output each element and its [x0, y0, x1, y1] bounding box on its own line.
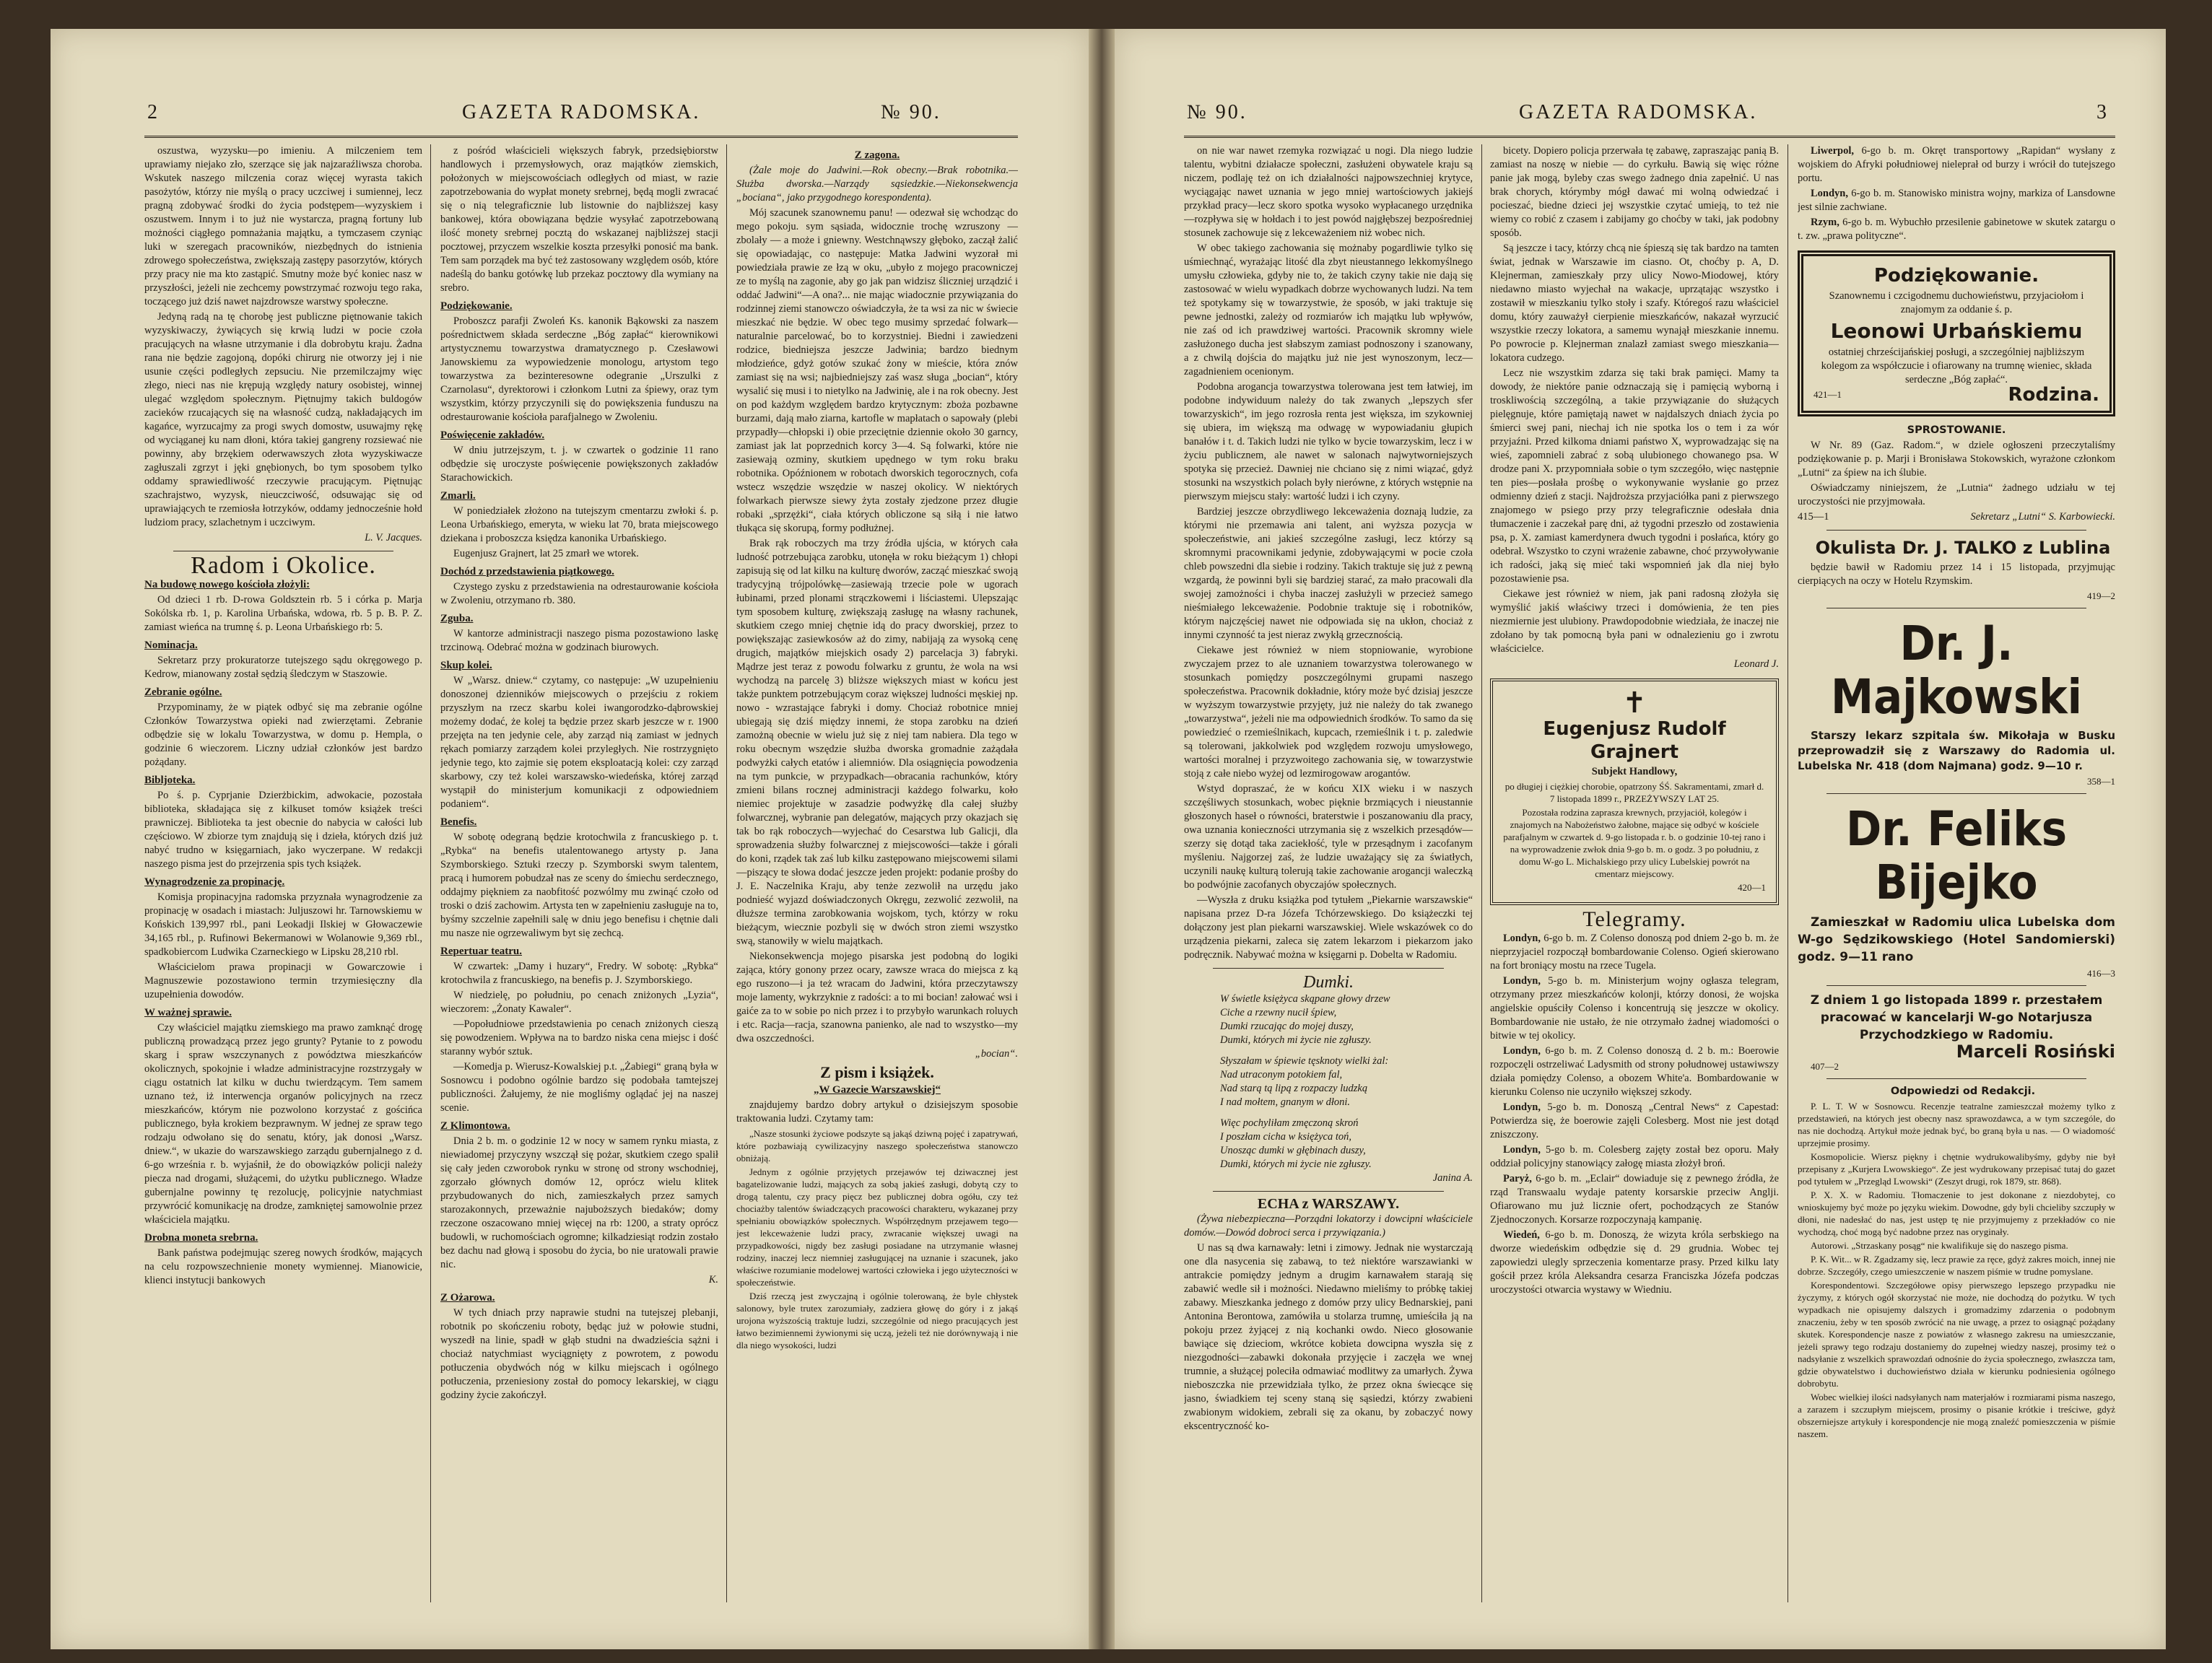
news-text: —Komedja p. Wierusz-Kowalskiej p.t. „Żabiegi“ graną była w Sosnowcu i podobno ogólnie bardzo się podobała tamtejszej publiczności. Żałujemy, że nie mogliśmy oglądać jej na naszej scenie.	[440, 1061, 718, 1114]
poem-line: Ciche a rzewny nucił śpiew,	[1220, 1007, 1337, 1018]
page-number: 3	[2096, 101, 2109, 123]
article-paragraph: Ciekawe jest również w niem, jak pani radosną złożyła się wymyślić jakiś właściwy trzeci i domówienia, że ten pies niezmiernie jest ulubiony. Prawdopodobnie wiedziała, że inaczej nie zdołano by tak pomocną była pani w odnalezieniu go i zwrotu właścicielce.	[1490, 588, 1779, 655]
article-paragraph: Są jeszcze i tacy, którzy chcą nie śpieszą się tak bardzo na tamten świat, jednak w Warszawie im ciasno. Ot, choćby p. A, D. Klejnerman, zamieszkały przy ulicy Nowo-Miodowej, który niedawno miasto wyjechał na wakacje, uprzątając wszystko i zostawił w mieszkaniu tylko stoły i szafy. Któregoś razu właściciel domu, który zauważył cierpienie mieszkańców, nakazał wyrzucić wszystkie rzeczy lokatora, a samemu wynajął mieszkanie innemu. Po powrocie p. Klejnerman znalazł zamiast swego mieszkania—lokatora cudzego.	[1490, 243, 1779, 364]
article-heading: „W Gazecie Warszawskiej“	[813, 1084, 941, 1096]
article-heading: ECHA z WARSZAWY.	[1257, 1196, 1400, 1212]
divider	[1213, 1191, 1444, 1192]
divider	[1213, 968, 1444, 969]
poem	[1184, 992, 1473, 1171]
ad-number: 421—1	[1813, 389, 1842, 400]
ad-signature: Marceli Rosiński	[1956, 1042, 2115, 1062]
telegram-text: 5-go b. m. Ministerjum wojny ogłasza telegram, otrzymany przez mieszkańców kolonji, którzy donosi, że wojska angielskie opuściły Colenso i koncentrują się jeszcze w okolicy. Bombardowanie nie ustało, że nie otrzymało żadnej wiadomości o bitwie w tej okolicy.	[1490, 975, 1779, 1042]
telegram-city: Londyn,	[1503, 1101, 1541, 1113]
news-heading: Wynagrodzenie za propinację.	[144, 876, 285, 888]
news-text: W niedzielę, po południu, po cenach zniżonych „Lyzia“, wieczorem: „Żonaty Kawaler“.	[440, 990, 718, 1015]
notice-text: Oświadczamy niniejszem, że „Lutnia“ żadnego udziału w tej uroczystości nie przyjmowała.	[1798, 482, 2115, 507]
news-heading: Skup kolei.	[440, 660, 492, 671]
column-2	[440, 144, 718, 1602]
article-paragraph: Podobna arogancja towarzystwa tolerowana jest tem łatwiej, im podobne indywiduum należy do tak zwanych „lepszych sfer towarzyskich“, im jego rozrosła renta jest większa, im szykowniej się ubiera, im większą ma odwagę w wypowiadaniu głupich banałów i t. d. Takich ludzi nie tylko w bycie towarzyskim, lecz i w życiu publicznem, ale nawet w salonach najwytworniejszych spotyka się przecież. Dawniej nie chciano się z nimi wiązać, gdyż stosunki na wszystkich polach były nierówne, z których wstępnie na pierwszym miejscu stały: wartość ludzi i ich czyny.	[1184, 381, 1473, 502]
news-heading: Bibljoteka.	[144, 774, 196, 786]
telegram-city: Londyn,	[1811, 188, 1848, 199]
page-number: 2	[147, 101, 160, 123]
news-text: W dniu jutrzejszym, t. j. w czwartek o godzinie 11 rano odbędzie się uroczyste poświęcenie powiększonych zakładów Starachowickich.	[440, 445, 718, 484]
poem-spacer	[1220, 1109, 1473, 1117]
telegram-text: 6-go b. m. Z Colenso donoszą d. 2 b. m.: Boerowie rozpoczęli ostrzeliwać Ladysmith od strony połudnowej ustawiwszy działa pomiędzy Colenso, a obozem White'a. Bombardowanie w kierunku Colenso nie uczyniło większej szkody.	[1490, 1045, 1779, 1098]
page-2	[51, 29, 1089, 1649]
telegram-text: 6-go b. m. „Eclair“ dowiaduje się z pewnego źródła, że rząd Transwaalu wydaje patenty korsarskie przeciw Anglji. Ofiarowano mu już licznie ofert, pochodzących ze Stanów Zjednoczonych. Korsarze rozpoczynają kampanię.	[1490, 1173, 1779, 1226]
column-divider	[1481, 144, 1482, 1602]
news-heading: Drobna moneta srebrna.	[144, 1232, 258, 1244]
news-heading: Zebranie ogólne.	[144, 686, 222, 698]
notice-text: Pozostała rodzina zaprasza krewnych, przyjaciół, kolegów i znajomych na Nabożeństwo żałobne, mające się odbyć w kościele parafjalnym w czwartek d. 9-go listopada r. b. o godzinie 10-tej rano i na wyprowadzenie zwłok dnia 9-go b. m. o godz. 3 po południu, z domu W-go L. Michalskiego przy ulicy Lubelskiej powrót na cmentarz miejscowy.	[1503, 807, 1766, 879]
column-divider	[430, 144, 431, 1602]
news-signature: K.	[708, 1274, 718, 1286]
notice-footer	[1798, 510, 2115, 524]
news-text: Czy właściciel majątku ziemskiego ma prawo zamknąć drogę publiczną prowadzącą przez jego grunty? Pytanie to z powodu skarg i spraw wszczynanych z powództwa mieszkańców okolicznych, spokojnie i władze administracyjne rozstrzygały w ciągu ostatnich lat kilku w duchu twierdzącym. Tem samem uznano też, iż interwencja organów policyjnych na rzecz mieszkańców, którym nie pozwolono korzystać z gościńca publicznego, była krokiem bezprawnym. W jednej ze spraw tego rodzaju odwołano się do senatu, który, jak donosi „Warsz. dniew.“, w ukazie do warszawskiego zarządu gubernjalnego z d. 6-go września r. b. wyjaśnił, że do obowiązków policji należy piecza nad drogami, służącemi, do użytku publicznego. Władze gubernjalne powinny tę rezolucję, policyjnie natychmiast przywrócić komunikację na drodze, zamkniętej samowolnie przez właściciela majątku.	[144, 1022, 422, 1226]
reply-text: P. K. Wit... w R. Zgadzamy się, lecz prawie za ręce, gdyż zakres moich, innej nie dobrze. Szczegóły, czego umieszczenie w naszem piśmie w trudne pomyslane.	[1798, 1254, 2115, 1277]
news-text: Bank państwa podejmując szereg nowych środków, mających na celu rozpowszechnienie monety wymiennej. Mianowicie, klienci instytucji bankowych	[144, 1247, 422, 1286]
poem-line: Słyszałam w śpiewie tęsknoty wielki żal:	[1220, 1055, 1389, 1067]
telegram	[1490, 1101, 1779, 1142]
news-text: W czwartek: „Damy i huzary“, Fredry. W sobotę: „Rybka“ krotochwila z francuskiego, na benefis p. J. Szymborskiego.	[440, 961, 718, 986]
reply-text: Kosmopolicie. Wiersz piękny i chętnie wydrukowalibyśmy, gdyby nie był przepisany z „Kurjera Lwowskiego“. Ze jest wydrukowany przepisać tutaj do gazet pod tytułem w „Przegląd Lwowski“ (Zeszyt drugi, rok 1879, str. 868).	[1798, 1151, 2115, 1187]
ad-title: Podziękowanie.	[1873, 265, 2039, 287]
page-header	[1115, 101, 2166, 130]
ad-number: 407—2	[1811, 1061, 1839, 1072]
poem-line: Dumki, których mi życie nie zgłuszy.	[1220, 1158, 1372, 1170]
ad-headline: Dr. Feliks Bijejko	[1845, 801, 2068, 910]
news-text: Przypominamy, że w piątek odbyć się ma zebranie ogólne Członków Towarzystwa opieki nad zwierzętami. Zebranie odbędzie się w lokalu Towarzystwa, w domu p. Hempla, o godzinie 6 wieczorem. Liczny udział członków jest bardzo pożądany.	[144, 702, 422, 768]
poem-line: I nad mołtem, gnanym w dłoni.	[1220, 1096, 1351, 1108]
notice-signature: Sekretarz „Lutni“ S. Karbowiecki.	[1970, 511, 2115, 523]
poem-line: Nad starą tą lipą z rozpaczy ludzką	[1220, 1083, 1368, 1094]
divider	[1826, 1078, 2086, 1079]
article-signature: L. V. Jacques.	[365, 532, 422, 544]
telegram-text: 6-go b. m. Okręt transportowy „Rapidan“ wysłany z wojskiem do Afryki południowej nieleprał od burzy i wrócił do tutejszego portu.	[1798, 145, 2115, 184]
death-notice	[1490, 678, 1779, 905]
news-text: Sekretarz przy prokuratorze tutejszego sądu okręgowego p. Kedrow, mianowany został sędzią śledczym w Staszowie.	[144, 655, 422, 680]
column-divider	[726, 144, 727, 1602]
news-text: Po ś. p. Cyprjanie Dzierżbickim, adwokacie, pozostała biblioteka, składająca się z kilkuset tomów książek treści prawniczej. Biblioteka ta jest obecnie do nabycia w całości lub częściowo. W zbiorze tym znajdują się i dzieła, których dziś już nabyć trudno w księgarniach, jako wyczerpane. W redakcji naszego pisma jest do przejrzenia spis tych książek.	[144, 790, 422, 870]
telegram-text: 6-go b. m. Wybuchło przesilenie gabinetowe w skutek zatargu o t. zw. „prawa polityczne“.	[1798, 217, 2115, 242]
issue-number: № 90.	[881, 101, 941, 123]
reply-text: P. X. X. w Radomiu. Tłomaczenie to jest dokonane z niezdobytej, co wnioskujemy być może po języku wiekim. Dowodne, gdy byli chcieliby szczupły w dłoni, nie nadesłać do nas, jest ustęp tę nie przyjmujemy z przekładów co nie wychodzą, choć mogą być nadobne przez nas oryginały.	[1798, 1190, 2115, 1237]
section-title: Telegramy.	[1582, 907, 1686, 931]
telegram	[1490, 1172, 1779, 1227]
section-heading: Z pism i książek.	[820, 1063, 934, 1081]
news-heading: Zguba.	[440, 613, 474, 624]
news-heading: Zmarli.	[440, 490, 476, 502]
masthead: GAZETA RADOMSKA.	[462, 101, 701, 123]
deceased-name: Eugenjusz Rudolf Grajnert	[1543, 718, 1726, 763]
article-heading: Z zagona.	[854, 149, 900, 161]
telegram-city: Londyn,	[1503, 1045, 1541, 1057]
divider	[1826, 530, 2086, 531]
article-paragraph: znajdujemy bardzo dobry artykuł o dzisiejszym sposobie traktowania ludzi. Czytamy tam:	[736, 1099, 1018, 1125]
article-paragraph: Niekonsekwencja mojego pisarska jest podobną do logiki zająca, który gonony przez ocary, zawsze wraca do miejsca z ką ego ruszono—i ja też wracam do Jadwini, która przeczytawszy moje lamenty, wykrzyknie z radości: a to mi bocian! załować wsi i gaiće za to w sobie po nich przez i to przybyło warunkach roluych i etc. Racja—racja, szanowna panienko, ale nad to wszystko—my dwa oszczedności.	[736, 951, 1018, 1044]
header-rule	[1184, 136, 2115, 138]
reply-text: Korespondentowi. Szczegółowe opisy pierwszego lepszego przypadku nie życzymy, z których ogół skorzystać nie może, nie dochodzą do pożytku. W tych wypadkach nie opisujemy dalszych i gromadzimy zdarzenia o podobnym znaczeniu, żeby w ten sposób zwrócić na nie uwagę, a przez to osiągnąć pożądany skutek. Korespondencje nasze z powiatów z własnego zakresu na umieszczanie, jeżeli sprawy tego rodzaju dostaniemy do zupełnej wiedzy naszej, prosimy też o nadsyłanie z wszelkich sprawozdań odnośnie do życia społecznego, zwłaszcza tam, gdzie obywatelstwo i duchowieństwo działa w kierunku podniesienia ogólnego dobrobytu.	[1798, 1280, 2115, 1389]
article-paragraph: Dziś rzeczą jest zwyczajną i ogólnie tolerowaną, że byle chłystek salonowy, byle trutex zarozumiały, zadziera głowę do góry i z jakąś urojona wyższością traktuje ludzi, szczególnie od niego pracujących jest łatwo bezimiennemi żywionymi się uczą, jeżeli też nie dorównywają i nie dla niego wysokości, ludzi	[736, 1291, 1018, 1350]
article-paragraph: Brak rąk roboczych ma trzy źródła ujścia, w których cała ludność potrzebująca zarobku, utonęła w roku bieżącym 1) chłopi zapisują się od lat kilku na kulturę dworów, zacząć mieszkać swoją tradycyjną trójpolówkę—zasiewają trzecie pole w ugorach łubinami, przed plonami strączkowemi i liściastemi. Ulepszając tym sposobem kulturę, zwiększają zasługę na własny rachunek, skutkiem czego mniej chętnie idą do pracy dworskiej, przez to powiększając zasiewkosów aż do zimy, nabijają za wysoką cenę drugich, majątków miejskich osady 2) parcelacja 3) fabryki. Mądrze jest teraz z powodu folwarku z gruntu, że wola na wsi wychodzą na parcelę 3) bliższe większych miast w końcu jest także punktem potrzebującym coraz większej ludności męskiej np. nowo - wzrastające fabryki i domy. Chociaż robotnice mniej ubiegają się dziś między innemi, że stopa zarobku na dzień zamożną obecnie w wielu już się z niej tam nabiera. Dla tego w roku obecnym wszędzie służba dworska gromadnie zażądała podwyżki całych etatów i aliemniów. Dla osiągnięcia powodzenia na tym punkcie, w przypadkach—obracania rachunków, który zmieni bilans rocznej administracji każdego folwarku, koło niemiec projektuje w zasadzie podwyżkę dla całej służby folwarcznej, wybranie pan delegatów, mających przy okazjach się tak bo rąk roboczych—wyjechać do Cesarstwa lub Galicji, dla sprowadzenia służby folwarcznej z miejscowości—także i górali do koni, rządek tak zaś lub kilku zastępowano miejscowemi silami—piszący te słowa dodać jeszcze jeden projekt: podanie prośby do J. E. Naczelnika Kraju, aby tenże zezwolił na urzędu jako podnieść wyjazd doświadczonych Okręgu, zezwolić zezwolił, na dłuższe termina zarobkowania wojskom, tych, którzy w roku bieżącym, wiecznie pozbyli się w dwóch stron ziemi wszystko swą, stanowiły w wielu majątkach.	[736, 538, 1018, 947]
telegram-text: 6-go b. m. Stanowisko ministra wojny, markiza of Lansdowne jest silnie zachwiane.	[1798, 188, 2115, 213]
telegram-text: 5-go b. m. Colesberg zajęty został bez oporu. Mały oddział policyjny stanowiący załogę miasta złożył broń.	[1490, 1144, 1779, 1169]
poem-title: Dumki.	[1303, 973, 1354, 992]
news-text: W sobotę odegraną będzie krotochwila z francuskiego p. t. „Rybka“ na benefis utalentowanego artysty p. Jana Szymborskiego. Sztuki rzeczy p. Szymborski swym talentem, pracą i humorem pobudzał nas ze sceny do śmiechu serdecznego, oddajmy piękniem za naobfitość pozwólmy mu zwinąć czoło od troski o dziś zachowim. Artysta ten w zapełnieniu zasługuje na to, byśmy szczelnie zapełnili salę w dniu jego benefisu i chętnie dali mu nasze nie ogrzewaliwym byt się zechcą.	[440, 832, 718, 939]
ad-footer	[1813, 384, 2099, 406]
telegram-text: 6-go b. m. Donoszą, że wizyta króla serbskiego na dworze wiedeńskim odbędzie się d. 29 grudnia. Wobec tej zapowiedzi ulegly sprzeczenia komentarze prasy. Przed kilku laty gościł przez króla Aleksandra cesarza Franciszka Józefa podczas uroczystości otwarcia wystawy w Wiedniu.	[1490, 1229, 1779, 1296]
article-paragraph: Lecz nie wszystkim zdarza się taki brak pamięci. Mamy ta dowody, że niektóre panie odznaczają się i pamięcią wyborną i troskliwością szczególną, a takie przywiązanie do służących pielęgnuje, które pamiętają nawet w najdalszych dniach życia po śmierci swej pani, niechaj ich nie spotka los o tem i za wór przyjaźni. Przed kilkoma dniami państwo X, wyprowadzając się na wieś, zapomnieli zabrać z sobą ulubionego chowanego psa. W drodze pani X. przypomniała sobie o tym szczegóło, więc następnie ten pies—posłała prośbę o wykonywanie wysłanie go przez odmienny dzień z stacji. Najdroższa przyjaciółka pani z pierwszego znajomego w psiego przy przy telegraficznie odesłała dnia tłumaczenie i zaczekał parę dni, aż tygodni przeszło od zostawienia psa, p. X. zamiast kamerdynera dwuch tygodni i posłańca, który go odebrał. Wszystko to czyni wrażenie zabawne, choć przywoływanie ich radości, jaką się mieć taki wspomnień jak dla niej było pozostawienie psa.	[1490, 367, 1779, 585]
telegram-text: 5-go b. m. Donoszą „Central News“ z Capestad: Potwierdza się, że boerowie zajęli Colesberg. Most nie jest dotąd zniszczony.	[1490, 1101, 1779, 1140]
news-heading: Repertuar teatru.	[440, 946, 523, 957]
news-text: —Popołudniowe przedstawienia po cenach zniżonych cieszą się powodzeniem. Wpływa na to bardzo niska cena miejsc i dość staranny wybór sztuk.	[440, 1018, 718, 1057]
telegram	[1490, 974, 1779, 1043]
news-text: Komisja propinacyjna radomska przyznała wynagrodzenie za propinację w osadach i miastach: Juljuszowi hr. Tarnowskiemu w Końskich 139,997 rbl., pani Leokadji Ilskiej w Głowaczewie 34,165 rbl., p. Rufinowi Bekermanowi w Wolanowie 9,369 rbl., spadkobiercom Ludwika Czarneckiego w Lipsku 28,210 rbl.	[144, 891, 422, 958]
poem-line: Dumki, których mi życie nie zgłuszy.	[1220, 1034, 1372, 1046]
reply-text: P. L. T. W w Sosnowcu. Recenzje teatralne zamieszczał możemy tylko z przedstawień, na których jest obecny nasz sprawozdawca, a w tym szczególe, do nas nie dochodzą. Artykuł może jednak być, bo graną była u nas. — O wiadomość uprzejmie prosimy.	[1798, 1101, 2115, 1148]
notice-title: SPROSTOWANIE.	[1907, 424, 2006, 436]
ad-number: 416—3	[2087, 968, 2115, 979]
masthead: GAZETA RADOMSKA.	[1519, 101, 1758, 123]
news-heading: Na budowę nowego kościoła złożyli:	[144, 579, 310, 590]
news-text: W tych dniach przy naprawie studni na tutejszej plebanji, robotnik po skończeniu roboty, będąc już w połowie studni, wyszedł na linie, spadł w głąb studni na dwadzieścia sążni i chociaż natychmiast wyciągnięty z powrotem, z powodu potłuczenia obydwóch nóg w kilku miejscach i ogólnego potłuczenia, przeniesiony został do pomocy lekarskiej, w ciągu godziny życie zakończył.	[440, 1307, 718, 1401]
ad-headline: Dr. J. Majkowski	[1830, 616, 2082, 725]
news-text: W kantorze administracji naszego pisma pozostawiono laskę trzcinową. Odebrać można w godzinach biurowych.	[440, 628, 718, 653]
poem-line: W świetle księżyca skąpane głowy drzew	[1220, 993, 1390, 1005]
ad-text: Zamieszkał w Radomiu ulica Lubelska dom W-go Sędzikowskiego (Hotel Sandomierski) godz. 9—11 rano	[1798, 915, 2115, 964]
telegram-city: Paryż,	[1503, 1173, 1532, 1184]
news-heading: W ważnej sprawie.	[144, 1007, 232, 1018]
telegram-city: Wiedeń,	[1503, 1229, 1540, 1241]
article-paragraph: „Nasze stosunki życiowe podszyte są jakąś dziwną pojęć i zapatrywań, które pozbawiają cywilizacyjny naszego społeczeństwa stanowczo obniżają.	[736, 1128, 1018, 1164]
issue-number: № 90.	[1187, 101, 1247, 123]
poem-line: Dumki rzucając do mojej duszy,	[1220, 1021, 1354, 1032]
ad-text: Z dniem 1 go listopada 1899 r. przestałem pracować w kancelarji W-go Notarjusza Przychodzkiego w Radomiu.	[1810, 993, 2103, 1042]
news-text: W poniedziałek złożono na tutejszym cmentarzu zwłoki ś. p. Leona Urbańskiego, emeryta, w wieku lat 70, brata miejscowego dziekana i proboszcza księdza kanonika Urbańskiego.	[440, 505, 718, 544]
column-1	[1184, 144, 1473, 1602]
article-paragraph: U nas są dwa karnawały: letni i zimowy. Jednak nie wystarczają one dla nasycenia się zabawą, to też niektóre warszawianki w antrakcie pomiędzy jednym a drugim karnawałem starają się zabawić wedle sił i możności. Niedawno mieliśmy to próbkę takiej zabawy. Mieszkanka jednego z domów przy ulicy Bednarskiej, pani Antonina Berontowa, zamówiła u stolarza trumnę, umieściła ją na pokoju przez żyjącej z nią kochanki owdo. Nieco głosowanie bawiące się dzieciom, wkrótce kobieta dowcipna wyszła się z niezgodności—zabawki dokonała przyjęcie i zaczęła we wnej trumnie, a służącej poleciła odmawiać modlitwy za umarłych. Żywa nieboszczka nie przewidziała tylko, że przez okna świecące się jasno, świadkiem tej sceny staną się sąsiedzi, którzy zwabieni zwabionym widokiem, zebrali się za okanu, by zobaczyć nowy ekscentryczność ko-	[1184, 1242, 1473, 1432]
telegram-city: Rzym,	[1811, 217, 1839, 228]
book-gutter	[1089, 29, 1115, 1649]
poem-line: Unosząc dumki w głębinach duszy,	[1220, 1145, 1366, 1156]
news-heading: Z Klimontowa.	[440, 1120, 510, 1132]
article-paragraph: Jednym z ogólnie przyjętych przejawów tej dziwacznej jest bagatelizowanie ludzi, mających za sobą jakieś zasługi, dobytą czy to drogą talentu, czy pracy pięcz bez publicznej dobra ogółu, czy też chociażby talentów świadczących pracowości charakteru, wykazanej przy spełnianiu obowiązków społecznych. Współrzędnym przejawem tego—jest lekceważenie ludzi pracy, zwracanie większej uwagi na przypadkowości, nigdy bez zasługi posiadane na utrzymanie własnej rodziny, inaczej lecz niemniej zasługującej na uznanie i szacunek, jako właściwe rozumianie modelowej wartości człowieka i jego użyteczności w społeczeństwie.	[736, 1166, 1018, 1288]
column-2	[1490, 144, 1779, 1602]
telegram	[1490, 1143, 1779, 1171]
section-heading: Odpowiedzi od Redakcji.	[1890, 1086, 2036, 1097]
ad-number: 415—1	[1798, 511, 1829, 523]
telegram-city: Londyn,	[1503, 975, 1541, 987]
article-paragraph: Jedyną radą na tę chorobę jest publiczne piętnowanie takich wyzyskiwaczy, żywiących się krwią ludzi w pocie czoła pracujących na własne utrzymanie i dla dobrobytu kraju. Żadna rana nie będzie zagojoną, dopóki chirurg nie otworzy jej i nie usunie części podległych zepsuciu. Nie przemilczajmy więc złego, nieci nas nie krępują względy natury osobistej, winnej ulegać względom społecznym. Piętnujmy takich buldogów zacieków rzucających się na własność cudzą, nakładających im kagańce, wyrzucajmy za progi swych domostw, usuwajmy rękę od wyciąganej ku nam dłoni, która takiej gangreny rozsiewać nie powinny, aby brzękiem oderwawszych złota wyzyskiwacze zagłuszali zgrzyt i jęki gnębionych, bo tym sposobem tylko oddamy sprawiedliwość rzeczywie pracującym. Piętnując szachrajstwo, wyzysk, nieuczciwość, odsuwając się od uprawiających te rzemiosła łotrzyków, oddamy jednocześnie hołd ludziom pracy, szlachetnym i uczciwym.	[144, 311, 422, 528]
ad-text: Starszy lekarz szpitala św. Mikołaja w Busku przeprowadził się z Warszawy do Radomia ul. Lubelska Nr. 418 (dom Najmana) godz. 9—10 r.	[1798, 729, 2115, 772]
news-text: Od dzieci 1 rb. D-rowa Goldsztein rb. 5 i córka p. Marja Sokólska rb. 1, p. Karolina Urbańska, wdowa, rb. 5 p. B. P. Z. zamiast wieńca na trumnę ś. p. Leona Urbańskiego rb: 5.	[144, 594, 422, 633]
news-text: Właścicielom prawa propinacji w Gowarczowie i Magnuszewie pozostawiono termin trzymiesięczny dla uzupełnienia dowodów.	[144, 961, 422, 1000]
ad-signature: Rodzina.	[2008, 384, 2099, 406]
divider	[1826, 985, 2086, 986]
article-paragraph: Mój szacunek szanownemu panu! — odezwał się wchodząc do mego pokoju. sym sąsiada, widocznie trochę wzruszony — zbolały — a może i gniewny. Westchnąwszy głęboko, zaczął żalić się opowiadając, co następuje: Matka Jadwini wyzorał mi powiedziała prawie ze łzą w oku, „ubyło z mojego pracowniczej ze to myślą na zagonie, aby go jak pan widzisz śliczniej urządzić i oddać Jadwini“—A ona?... nie mając wiadocznie przywiązania do rodzinnej ziemi stanowczo oświadczyła, że ta wsi za nic w świecie mieszkać nie będzie. W obec tego musimy sprzedać folwark—naturalnie parcelować, bo to korzystniej. Biedni i zawiedzeni rodzice, biedniejsza jeszcze Jadwinia; bardzo biednym młodzieńce, gdyż gotów szukać żony w mieście, która znów zamiast się na wsi; najbiedniejszy zaś wasz sługa „bocian“, który wysalić się musi i to nietylko na Jadwinię, ale i na rok obecny. Jest on pod każdym względem bardzo krytycznym: zboża pozbawne burzami, dają mało ziarna, kartofle w mapłatach o sapowały (plebi przypadły—chłopski i) obie przeciętnie dziennie około 30 garncy, zamiast jak lat poprzednich korcy 3—4. Są folwarki, które nie zasiewają ozminy, skutkiem upędnego w tym roku braku robotnika. Opóźnionem w robotach dworskich tegorocznych, cofa wstecz wszędzie wszędzie w naszej okolicy. W niektórych folwarkach pierwsze siewy żyta zostały zjedzone przez długie robaki „sprzężki“, ciała których obliczone są siłą i nie łatwo tłukąca się skorupą, formy podłużnej.	[736, 207, 1018, 534]
article-paragraph: Wstyd dopraszać, że w końcu XIX wieku i w naszych szczęśliwych stosunkach, wobec pięknie brzmiących i nieustannie głoszonych haseł o równości, braterstwie i poszanowaniu dla pracy, owa uznania konieczności utrzymania się z wszelkich przesądów—szerzy się dotąd taka zaciekłość, tyle w przesądnym i zacofanym myśleniu. Najgorzej zaś, że ludzie uważający się za światłych, uczynili naukę kulturą tolerują takie zachowanie arogancji waleczką bo podwójnie zacofanych obyczajów społecznych.	[1184, 783, 1473, 891]
divider	[1826, 793, 2086, 794]
cross-icon: ✝	[1622, 686, 1647, 719]
telegram-text: 6-go b. m. Z Colenso donoszą pod dniem 2-go b. m. że nieprzyjaciel rozpoczął bombardowanie Colenso. Ogień skierowano na fort broniący mostu na rzece Tugela.	[1490, 933, 1779, 972]
ad-title: Okulista Dr. J. TALKO z Lublina	[1815, 538, 2111, 558]
poem-author: Janina A.	[1432, 1172, 1473, 1184]
article-paragraph: W obec takiego zachowania się możnaby pogardliwie tylko się uśmiechnąć, wyrażając litość dla zbyt nieustannego lekkomyślnego umysłu człowieka, gdyby nie to, że takich czyny takie nie dają się zastosować w wielu wypadkach dobrze wychowanych ludzi. Na tem też spotykamy się w towarzystwie, że sposób, w jaki traktuje się pewne jednostki, zależy od rozmiarów ich majątku lub wpływów, nie zaś od ich prawdziwej wartości. Pracownik skromny wiele zasłużonego ducha jest słabszym zamiast podnoszony i szanowany, a z chwilą dojścia do majątku już nie jest wynoszonym, lecz—zagadnieniem ocenionym.	[1184, 243, 1473, 377]
ad-text: będzie bawił w Radomiu przez 14 i 15 listopada, przyjmując cierpiących na oczy w Hotelu Rzymskim.	[1798, 562, 2115, 587]
telegram	[1798, 216, 2115, 243]
telegram	[1490, 932, 1779, 973]
telegram	[1490, 1044, 1779, 1099]
news-heading: Podziękowanie.	[440, 300, 513, 312]
article-paragraph: Bardziej jeszcze obrzydliwego lekceważenia doznają ludzie, za którymi nie przemawia ani talent, ani wyższa pozycja w społeczeństwie, ani jakieś szczególne zasługi, lecz którzy są skromnymi pracownikami jedynie, zdobywającymi w pocie czoła chleb powszedni dla siebie i rodziny. Takich traktuje się już z pewną wzgardą, że powinni byli się bardziej starać, za mało pracowali dla swojej zamożności i chyba inaczej zasłużyli w przecież samego nieśmiałego lekceważenie. Podobnie traktuje się i robotników, którym najczęściej nawet nie odpowiada się na ukłon, chociaż z innymi czynność ta jest nieraz zwykłą grzecznością.	[1184, 506, 1473, 641]
telegram-city: Londyn,	[1503, 933, 1541, 944]
news-text: Dnia 2 b. m. o godzinie 12 w nocy w samem rynku miasta, z niewiadomej przyczyny wszczął się pożar, skutkiem czego spalił się cały jeden czworobok rynku w stronę od strony wschodniej, zgorzało głównych domów 12, oprócz wielu klitek przybudowanych do nich, zamieszkałych przez samych starozakonnych, przeważnie najuboższych biedaków; domy rzeczone oszacowano mniej więcej na rb: 1200, a straty oprócz budowli, w ruchomościach ogromne; kilkadziesiąt rodzin zostało bez dachu nad głową i sposobu do życia, bo nie uratowali prawie nic.	[440, 1135, 718, 1270]
notice-text: po długiej i ciężkiej chorobie, opatrzony ŚŚ. Sakramentami, zmarł d. 7 listopada 1899 r., PRZEŻYWSZY LAT 25.	[1505, 781, 1764, 804]
news-heading: Poświęcenie zakładów.	[440, 429, 545, 441]
telegram	[1798, 187, 2115, 214]
header-rule	[144, 136, 1018, 138]
news-text: Eugenjusz Grajnert, lat 25 zmarł we wtorek.	[453, 548, 639, 559]
ad-text: Szanownemu i czcigodnemu duchowieństwu, przyjaciołom i znajomym za oddanie ś. p.	[1829, 290, 2084, 315]
news-text: Proboszcz parafji Zwoleń Ks. kanonik Bąkowski za naszem pośrednictwem składa serdeczne „Bóg zapłać“ kierownikowi artystycznemu towarzystwa dramatycznego p. Czesławowi Janowskiemu za wypowiedzenie monologu, artystom tego towarzystwa za bezinteresowne odegranie „Urszulki z Czarnolasu“, dyrektorowi i członkom Lutni za śpiewy, oraz tym wszystkim, którzy przyczynili się do powiększenia funduszu na odrestaurowanie kościoła parafjalnego w Zwoleniu.	[440, 315, 718, 423]
article-summary: (Żywa niebezpieczna—Porządni lokatorzy i dowcipni właściciele domów.—Dowód dobroci serca i przywiązania.)	[1184, 1213, 1473, 1239]
news-text: Czystego zysku z przedstawienia na odrestaurowanie kościoła w Zwoleniu, otrzymano rb. 380.	[440, 581, 718, 606]
thanks-ad	[1798, 250, 2115, 416]
article-signature: Leonard J.	[1733, 658, 1779, 670]
news-text: z pośród właścicieli większych fabryk, przedsiębiorstw handlowych i przemysłowych, oraz majątków ziemskich, położonych w miejscowościach odległych od miast, w razie zapotrzebowania do wypłat monety srebrnej, będą mogli zwracać się o nią telegraficznie lub listownie do najbliższej kasy bankowej, która obowiązana będzie wysyłać zapotrzebowaną ilość monety srebrnej pocztą do wskazanej najbliższej stacji pocztowej, przyczem wszelkie koszta przesyłki ponosić ma bank. Tem sam porządek ma być też zastosowany względem osób, które nadeślą do banku gotówkę lub przekaz pocztowy dla wymiany na srebro.	[440, 145, 718, 294]
article-paragraph: bicety. Dopiero policja przerwała tę zabawę, zapraszając panią B. zamiast na noszę w niebie — do cyrkułu. Bawią się więc różne panie jak mogą, byleby czas swego żadnego dnia zapełnić. U nas brak chorych, którymby mógł dawać mi wolną odwiedzać i pocieszać, biedne dzieci jej wszystkie czytać umieją, to też nie wiemy co robić z czasem i zabijamy go choćby w taki, jak podobny sposób.	[1490, 145, 1779, 239]
poem-line: I poszłam cicha w księżyca toń,	[1220, 1131, 1352, 1143]
article-signature: „bocian“.	[975, 1048, 1018, 1060]
section-title: Radom i Okolice.	[191, 552, 376, 579]
telegram	[1490, 1228, 1779, 1297]
news-heading: Z Ożarowa.	[440, 1292, 495, 1304]
reply-text: Autorowi. „Strzaskany posąg“ nie kwalifikuje się do naszego pisma.	[1811, 1240, 2068, 1251]
column-3	[736, 144, 1018, 1602]
ad-name: Leonowi Urbańskiemu	[1830, 319, 2083, 343]
news-text: W „Warsz. dniew.“ czytamy, co następuje: „W uzupełnieniu donoszonej dzienników miejscowych o przejściu z rokiem przyszłym na rzecz skarbu kolei iwangorodzko-dąbrowskiej możemy dodać, że kolej ta będzie przez skarb jeszcze w r. 1900 przejęta na ten jedynie cele, aby zarząd nią zamiast w jednych rękach pomiarzy zarządem kolei przyległych. Nie rostrzygnięto jedynie tego, kto zajmie się potem eksploatacją kolei: czy zarząd skarbowy, czy też kolei warszawsko-wiedeńska, której zarząd wystąpił do ministerjum komunikacji z odpowiedniem podaniem“.	[440, 675, 718, 810]
article-paragraph: on nie war nawet rzemyka rozwiązać u nogi. Dla niego ludzie talentu, wybitni działacze społeczni, zasłużeni obywatele kraju są niczem, podlaję też on ich działalności najpowszechniej krytyce, wyciągając nawet uznania w jego mniej wartościowych jakiejś przykład pracy—lecz skoro spotka wysoko wypłacanego urzędnika—rozpływa się w hołdach i to jest powód najgłębszej bezpośredniej stosunek zachowuje się z lekceważeniem niż wobec nich.	[1184, 145, 1473, 239]
news-heading: Nominacja.	[144, 640, 198, 651]
poem-line: Więc pochyliłam zmęczoną skroń	[1220, 1117, 1359, 1129]
ad-number: 419—2	[2087, 590, 2115, 601]
news-heading: Dochód z przedstawienia piątkowego.	[440, 566, 614, 577]
ad-number: 358—1	[2087, 776, 2115, 787]
page-header	[51, 101, 1089, 130]
column-3	[1798, 144, 2115, 1602]
notice-text: W Nr. 89 (Gaz. Radom.“, w dziele ogłoszeni przeczytaliśmy podziękowanie p. p. Marji i Bronisława Stokowskich, wyrażone członkom „Lutni“ za śpiew na ich ślubie.	[1798, 440, 2115, 479]
page-3	[1115, 29, 2166, 1649]
telegram	[1798, 144, 2115, 185]
ad-number: 420—1	[1738, 882, 1766, 893]
article-paragraph: oszustwa, wyzysku—po imieniu. A milczeniem tem uprawiamy niejako zło, szerzące się jak najzaraźliwsza choroba. Wskutek naszego milczenia coraz więcej wyrasta takich pasożytów, którzy nie myślą o pracy uczciwej i sumiennej, lecz pragną zdobywać środki do życia podstępem—wyzyskiem i oszustwem. Innym i to już nie wystarcza, pragną fortuny lub możności ciągłego pomnażania majątku, a tymczasem czyniąc luki w szeregach pracowników, niezbędnych do istnienia zdrowego społeczeństwa, zwiększają zastępy pasorzytów, których przy pracy nie ma kto zastąpić. Smutny może być koniec nasz w przyszłości, jeżeli nie zechcemy powstrzymać rozwoju tego raka, toczącego już dziś nawet najzdrowsze warstwy społeczne.	[144, 145, 422, 307]
deceased-title: Subjekt Handlowy,	[1591, 766, 1678, 777]
article-paragraph: Ciekawe jest również w niem stopniowanie, wyrobione zwyczajem przez to ale uznaniem towarzystwa tolerowanego w stosunkach pomiędzy poszczególnymi grupami naszego społeczeństwa. Pracownik dokładnie, który może być dzisiaj jeszcze w wyższym towarzystwie przyjęty, już nie należy do tak zwanego „towarzystwa“, jeżeli nie ma odpowiednich środków. To samo da się powiedzieć o rzemieślnikach, kupcach, rzemieślnik i t. p. zaledwie są tolerowani, jakkolwiek pod względem rozwoju umysłowego, wartości moralnej i przyzwoitego zachowania się, w towarzystwie stoją z całe niebo wyżej od lezmirogowaw arogantów.	[1184, 645, 1473, 780]
news-heading: Benefis.	[440, 816, 477, 828]
telegram-city: Liwerpol,	[1811, 145, 1855, 157]
column-1	[144, 144, 422, 1602]
reply-text: Wobec wielkiej ilości nadsyłanych nam materjałów i rozmiarami pisma naszego, a zarazem i szczupłym miejscem, prosimy o pisanie krótkie i treściwe, gdyż obszerniejsze artykuły i korespondencje nie mogą znaleźć pomieszczenia w piśmie naszem.	[1798, 1392, 2115, 1439]
poem-spacer	[1220, 1047, 1473, 1055]
poem-line: Nad utraconym potokiem fal,	[1220, 1069, 1343, 1081]
ad-text: ostatniej chrześcijańskiej posługi, a szczególniej najbliższym kolegom za współczucie i ofiarowany na trumnę wieniec, składa serdeczne „Bóg zapłać“.	[1821, 346, 2092, 385]
article-paragraph: —Wyszła z druku książka pod tytułem „Piekarnie warszawskie“ napisana przez D-ra Józefa Tchórzewskiego. Do książeczki tej dołączony jest plan piekarni warszawskiej. Wiele wskazówek co do urządzenia piekarni, zaleca się zatem lekarzom i piekarzom jako podręcznik. Nabywać można w księgarni p. Dobelta w Radomiu.	[1184, 894, 1473, 961]
telegram-city: Londyn,	[1503, 1144, 1541, 1156]
article-summary: (Żale moje do Jadwini.—Rok obecny.—Brak robotnika.—Służba dworska.—Narządy sąsiedzkie.—Niekonsekwencja „bociana“, jako przygodnego korespondenta).	[736, 165, 1018, 204]
